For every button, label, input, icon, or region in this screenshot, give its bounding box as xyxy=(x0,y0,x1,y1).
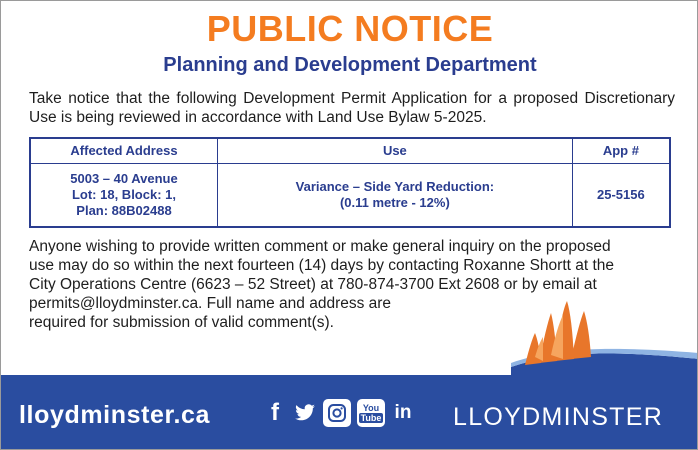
address-line: Plan: 88B02488 xyxy=(76,202,172,218)
department-name: Planning and Development Department xyxy=(163,54,537,76)
website-link[interactable]: lloydminster.ca xyxy=(19,401,211,429)
city-wordmark: LLOYDMINSTER xyxy=(453,403,664,431)
use-line: Variance – Side Yard Reduction: xyxy=(295,178,495,194)
header-app-number: App # xyxy=(572,138,670,163)
cell-app-number: 25-5156 xyxy=(572,163,670,227)
comment-line: permits@lloydminster.ca. Full name and address are xyxy=(29,295,392,312)
header-use: Use xyxy=(217,138,572,163)
table-row xyxy=(30,163,670,227)
header-affected-address: Affected Address xyxy=(30,138,217,163)
table-header-row xyxy=(30,138,670,163)
notice-title: PUBLIC NOTICE xyxy=(206,8,494,49)
comment-line: Anyone wishing to provide written comment or make general inquiry on the proposed xyxy=(29,238,611,255)
permit-table xyxy=(29,137,671,228)
address-line: Lot: 18, Block: 1, xyxy=(71,186,176,202)
cell-affected-address xyxy=(30,163,217,227)
twitter-icon[interactable] xyxy=(293,399,317,427)
city-logo-icon xyxy=(511,297,698,381)
intro-paragraph: Take notice that the following Development Permit Application for a proposed Discretionary Use is being reviewed in accordance with Land Use Bylaw 5-2025. xyxy=(29,90,675,126)
cell-use xyxy=(217,163,572,227)
use-line: (0.11 metre - 12%) xyxy=(339,194,450,210)
comment-line: required for submission of valid comment(s). xyxy=(29,314,334,331)
comment-line: City Operations Centre (6623 – 52 Street) at 780-874-3700 Ext 2608 or by email at xyxy=(29,276,597,293)
instagram-icon[interactable] xyxy=(323,399,351,427)
youtube-icon[interactable]: You Tube xyxy=(357,399,385,427)
social-icons xyxy=(263,399,415,427)
linkedin-icon[interactable]: in xyxy=(394,402,412,423)
address-line: 5003 – 40 Avenue xyxy=(70,170,178,186)
comment-line: use may do so within the next fourteen (14) days by contacting Roxanne Shortt at the xyxy=(29,257,615,274)
facebook-icon[interactable]: f xyxy=(271,399,279,426)
